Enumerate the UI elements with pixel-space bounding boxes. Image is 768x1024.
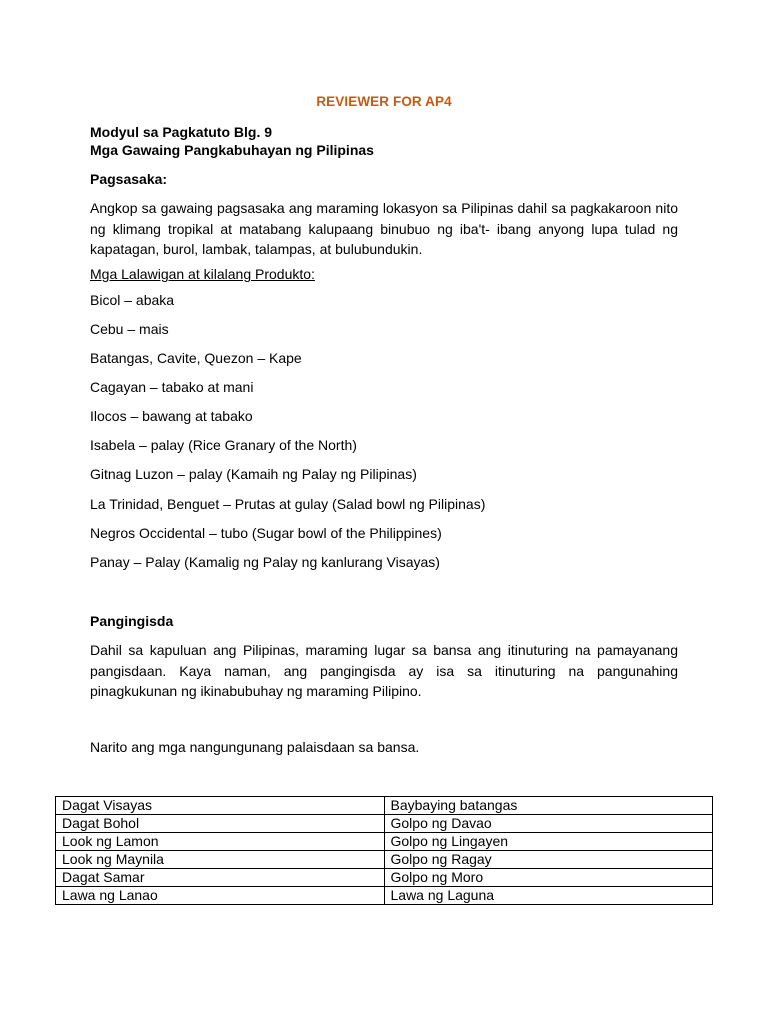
- fishing-intro: Narito ang mga nangungunang palaisdaan sa bansa.: [90, 739, 420, 755]
- table-cell: Look ng Maynila: [56, 851, 385, 869]
- table-cell: Dagat Visayas: [56, 797, 385, 815]
- table-row: [56, 869, 713, 887]
- province-item: Negros Occidental – tubo (Sugar bowl of the Philippines): [90, 525, 442, 541]
- table-cell: Look ng Lamon: [56, 833, 385, 851]
- table-cell: Dagat Bohol: [56, 815, 385, 833]
- table-cell: Golpo ng Moro: [384, 869, 713, 887]
- table-cell: Baybaying batangas: [384, 797, 713, 815]
- province-item: Bicol – abaka: [90, 292, 175, 308]
- table-row: [56, 833, 713, 851]
- table-row: [56, 887, 713, 905]
- fishing-paragraph: Dahil sa kapuluan ang Pilipinas, maraming lugar sa bansa ang itinuturing na pamayanang pangisdaan. Kaya naman, ang pangingisda ay isa sa itinuturing na pangunahing pinagkukunan ng ikinabubuhay ng maraming Pilipino.: [90, 642, 678, 699]
- fishing-grounds-table: [55, 796, 713, 905]
- document-title: REVIEWER FOR AP4: [316, 94, 452, 109]
- table-cell: Golpo ng Ragay: [384, 851, 713, 869]
- province-item: Isabela – palay (Rice Granary of the North): [90, 437, 357, 453]
- table-cell: Golpo ng Lingayen: [384, 833, 713, 851]
- fishing-heading: Pangingisda: [90, 613, 174, 629]
- table-row: [56, 797, 713, 815]
- province-item: Cagayan – tabako at mani: [90, 379, 254, 395]
- province-item: Panay – Palay (Kamalig ng Palay ng kanlurang Visayas): [90, 554, 440, 570]
- table-cell: Golpo ng Davao: [384, 815, 713, 833]
- table-cell: Lawa ng Lanao: [56, 887, 385, 905]
- table-row: [56, 851, 713, 869]
- farming-paragraph: Angkop sa gawaing pagsasaka ang maraming lokasyon sa Pilipinas dahil sa pagkakaroon nito ng klimang tropikal at matabang kalupaang binubuo ng iba't- ibang anyong lupa tulad ng kapatagan, burol, lambak, talampas, at bulubundukin.: [90, 200, 678, 257]
- table-row: [56, 815, 713, 833]
- table-cell: Dagat Samar: [56, 869, 385, 887]
- province-item: Cebu – mais: [90, 321, 169, 337]
- provinces-subheading: Mga Lalawigan at kilalang Produkto:: [90, 266, 315, 282]
- province-item: La Trinidad, Benguet – Prutas at gulay (Salad bowl ng Pilipinas): [90, 496, 486, 512]
- module-number: Modyul sa Pagkatuto Blg. 9: [90, 124, 273, 140]
- province-item: Gitnag Luzon – palay (Kamaih ng Palay ng Pilipinas): [90, 466, 417, 482]
- province-item: Batangas, Cavite, Quezon – Kape: [90, 350, 302, 366]
- module-topic: Mga Gawaing Pangkabuhayan ng Pilipinas: [90, 142, 374, 158]
- province-item: Ilocos – bawang at tabako: [90, 408, 253, 424]
- farming-heading: Pagsasaka:: [90, 171, 168, 187]
- table-cell: Lawa ng Laguna: [384, 887, 713, 905]
